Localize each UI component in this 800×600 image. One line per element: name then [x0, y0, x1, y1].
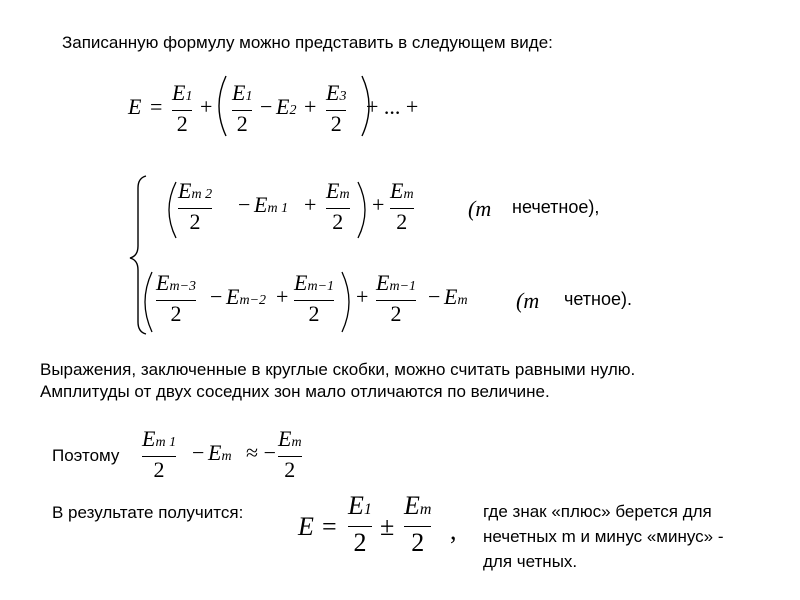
therefore-label: Поэтому — [52, 446, 120, 465]
note-line-3: для четных. — [483, 552, 578, 571]
note-line-2: нечетных m и минус «минус» - — [483, 527, 724, 546]
note-line-1: где знак «плюс» берется для — [483, 502, 712, 521]
case-odd: Em 2 2 − Em 1 + Em 2 + Em 2 (m нечетное), — [178, 178, 600, 234]
paragraph-line-2: Амплитуды от двух соседних зон мало отличаются по величине. — [40, 382, 550, 401]
intro-text: Записанную формулу можно представить в следующем виде: — [62, 33, 553, 52]
paragraph-line-1: Выражения, заключенные в круглые скобки, можно считать равными нулю. — [40, 360, 636, 379]
symbol-e: E — [128, 94, 142, 119]
formula-result: E = E1 2 ± Em 2 , — [298, 491, 457, 557]
case-even: Em−3 2 − Em−2 + Em−1 2 + Em−1 2 − Em (m четное). — [156, 270, 632, 326]
result-label: В результате получится: — [52, 503, 244, 522]
equals-sign: = — [150, 94, 163, 119]
formula-approx: Em 1 2 − Em ≈ − Em 2 — [142, 426, 302, 482]
